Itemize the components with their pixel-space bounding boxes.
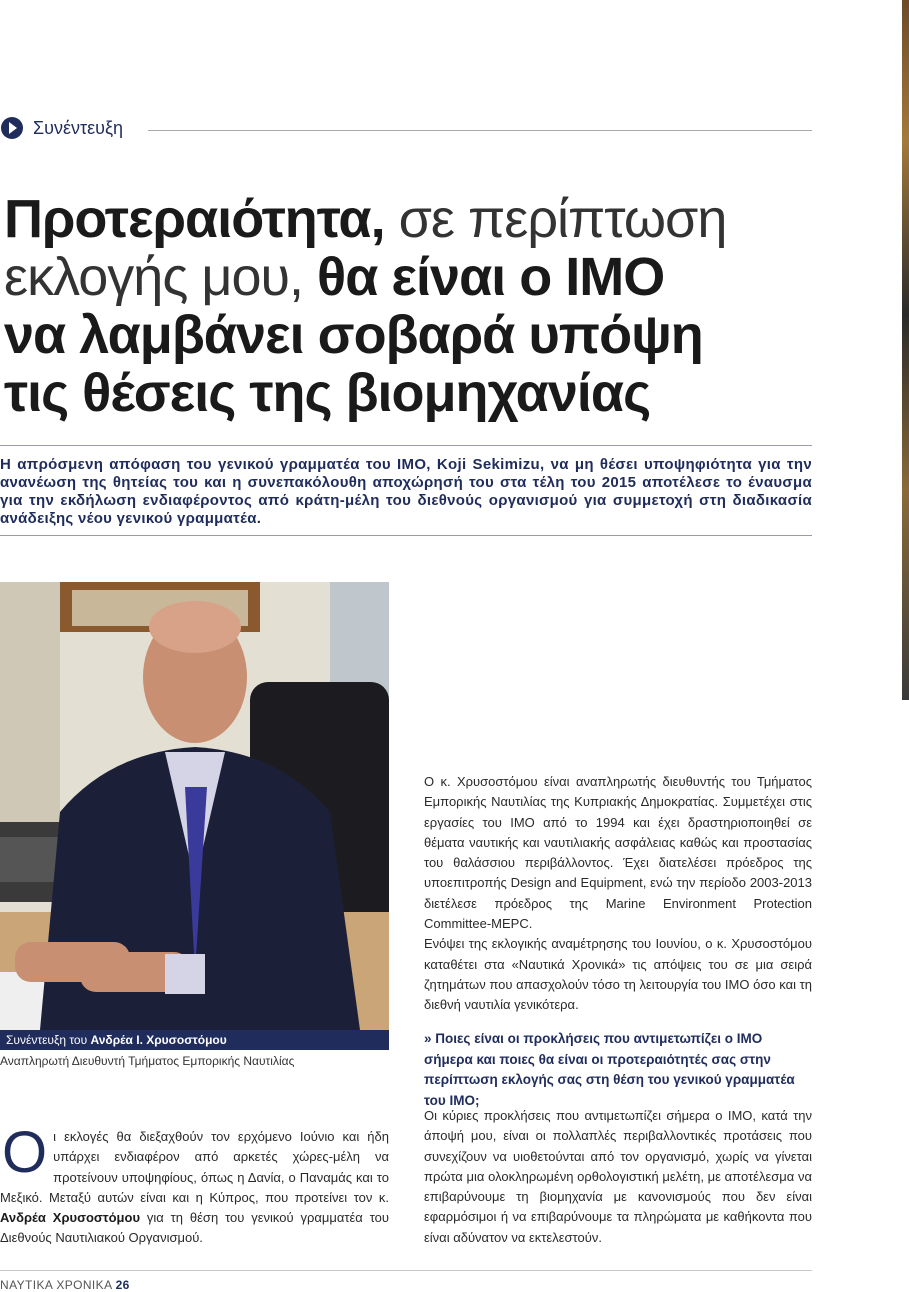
play-circle-icon — [1, 117, 23, 139]
facing-page-edge — [902, 0, 909, 700]
intro-paragraph-1: Ο κ. Χρυσοστόμου είναι αναπληρωτής διευθυντής του Τμήματος Εμπορικής Ναυτιλίας της Κυπριακής Δημοκρατίας. Συμμετέχει στις εργασίες του ΙΜΟ από το 1994 και έχει δραστηριοποιηθεί σε θέματα ναυτικής και ναυτιλιακής ασφάλειας καθώς και προστασίας του θαλάσσιου περιβάλλοντος. Έχει διατελέσει πρόεδρος της υποεπιτροπής Design and Equipment, ενώ την περίοδο 2003-2013 διετέλεσε πρόεδρος της Marine Environment Protection Committee-MEPC. — [424, 774, 812, 932]
left-column-paragraph — [0, 1120, 389, 1249]
answer-paragraph: Οι κύριες προκλήσεις που αντιμετωπίζει σήμερα ο ΙΜΟ, κατά την άποψή μου, είναι οι πολλαπλές περιβαλλοντικές προτάσεις που συνεχίζουν να υιοθετούνται από τον οργανισμό, χωρίς να γίνεται πρώτα μια ολοκληρωμένη ορθολογιστική μελέτη, με αποτέλεσμα να επιβαρύνουμε τη βιομηχανία με κανονισμούς που δεν είναι εφαρμόσιμοι ή να επιβαρύνουμε τα πληρώματα με καθήκοντα που είναι αδύνατον να εκτελεστούν. — [424, 1108, 812, 1245]
interview-question — [424, 1029, 812, 1111]
headline-line2-light: εκλογής μου, — [4, 247, 318, 307]
caption-name: Ανδρέα Ι. Χρυσοστόμου — [90, 1033, 227, 1047]
dropcap: Ο — [2, 1120, 48, 1185]
headline-line1-bold: Προτεραιότητα, — [4, 189, 385, 249]
intro-paragraph-2: Ενόψει της εκλογικής αναμέτρησης του Ιουνίου, ο κ. Χρυσοστόμου καταθέτει στα «Ναυτικά Χρονικά» τις απόψεις του σε μια σειρά ζητημάτων που απασχολούν τόσο τη λειτουργία του ΙΜΟ όσο και τη διεθνή ναυτιλία γενικότερα. — [424, 936, 812, 1013]
caption-prefix: Συνέντευξη του — [6, 1033, 91, 1047]
footer-rule — [0, 1270, 812, 1271]
headline-line1-light: σε περίπτωση — [384, 189, 727, 249]
lead-top-rule — [0, 445, 812, 446]
lead-paragraph: Η απρόσμενη απόφαση του γενικού γραμματέα του ΙΜΟ, Koji Sekimizu, να μη θέσει υποψηφιότητα για την ανανέωση της θητείας του και η συνεπακόλουθη αποχώρησή του στα τέλη του 2015 αποτέλεσε το έναυσμα για την εκδήλωση ενδιαφέροντος από κράτη-μέλη του διεθνούς οργανισμού για συμμετοχή στη διαδικασία ανάδειξης νέου γενικού γραμματέα. — [0, 456, 812, 527]
left-text-a: ι εκλογές θα διεξαχθούν τον ερχόμενο Ιούνιο και ήδη υπάρχει ενδιαφέρον από αρκετές χώρες-μέλη να προτείνουν υποψηφίους, όπως η Δανία, ο Παναμάς και το Μεξικό. Μεταξύ αυτών είναι και η Κύπρος, που προτείνει τον κ. — [0, 1129, 389, 1205]
photo-caption — [0, 1030, 389, 1050]
left-name-bold: Ανδρέα Χρυσοστόμου — [0, 1210, 141, 1226]
page-footer — [0, 1278, 130, 1292]
headline-line4: τις θέσεις της βιομηχανίας — [4, 363, 651, 423]
interviewee-photo — [0, 582, 389, 1030]
headline-line3: να λαμβάνει σοβαρά υπόψη — [4, 305, 703, 365]
publication-name: ΝΑΥΤΙΚΑ ΧΡΟΝΙΚΑ — [0, 1278, 116, 1292]
article-headline — [4, 190, 824, 422]
question-text: Ποιες είναι οι προκλήσεις που αντιμετωπίζει ο ΙΜΟ σήμερα και ποιες θα είναι οι προτεραιότητές σας στην περίπτωση εκλογής σας στη θέση του γενικού γραμματέα του ΙΜΟ; — [424, 1031, 795, 1108]
section-label: Συνέντευξη — [33, 118, 124, 138]
section-divider — [148, 130, 812, 131]
photo-subcaption: Αναπληρωτή Διευθυντή Τμήματος Εμπορικής Ναυτιλίας — [0, 1054, 295, 1068]
page-number: 26 — [115, 1278, 130, 1292]
lead-bottom-rule — [0, 535, 812, 536]
right-column-intro — [424, 772, 812, 1016]
headline-line2-bold: θα είναι ο ΙΜΟ — [317, 247, 665, 307]
left-text-b: για τη θέση του γενικού γραμματέα του Διεθνούς Ναυτιλιακού Οργανισμού. — [0, 1210, 389, 1246]
question-marker: » — [424, 1031, 432, 1046]
